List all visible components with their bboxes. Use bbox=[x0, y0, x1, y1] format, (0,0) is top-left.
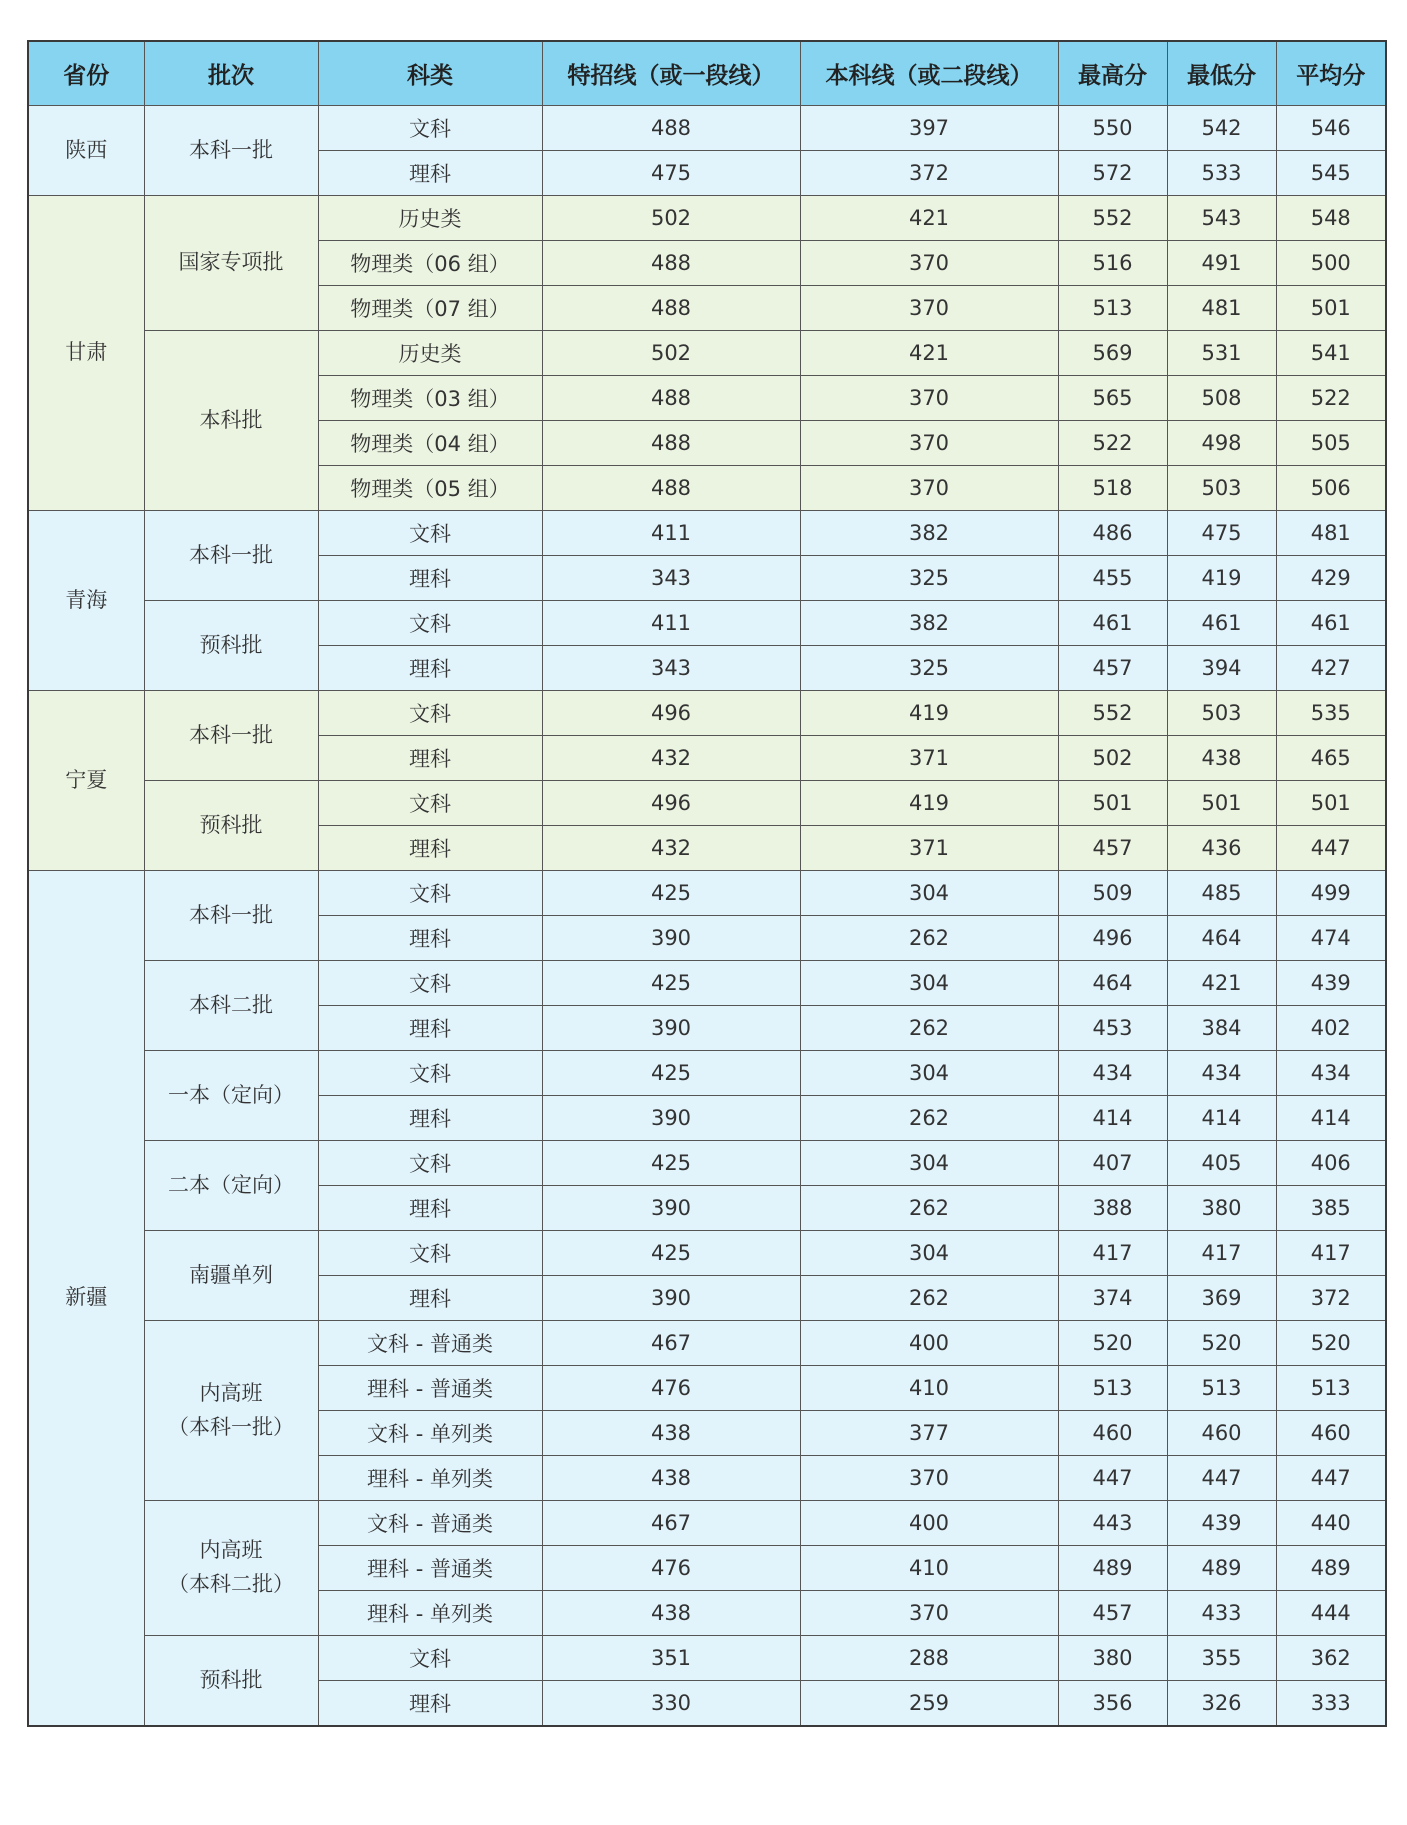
avg-score-cell: 500 bbox=[1276, 241, 1386, 286]
min-score-cell: 394 bbox=[1167, 646, 1276, 691]
category-cell: 文科 bbox=[318, 871, 542, 916]
undergrad-line-cell: 304 bbox=[800, 961, 1058, 1006]
min-score-cell: 475 bbox=[1167, 511, 1276, 556]
table-row bbox=[28, 1501, 1386, 1546]
category-cell: 理科 bbox=[318, 826, 542, 871]
special-line-cell: 425 bbox=[542, 1051, 800, 1096]
avg-score-cell: 427 bbox=[1276, 646, 1386, 691]
special-line-cell: 488 bbox=[542, 106, 800, 151]
avg-score-cell: 440 bbox=[1276, 1501, 1386, 1546]
min-score-cell: 414 bbox=[1167, 1096, 1276, 1141]
special-line-cell: 476 bbox=[542, 1366, 800, 1411]
batch-cell: 本科批 bbox=[144, 331, 318, 511]
undergrad-line-cell: 262 bbox=[800, 1276, 1058, 1321]
min-score-cell: 543 bbox=[1167, 196, 1276, 241]
header-undergrad-line: 本科线（或二段线） bbox=[800, 41, 1058, 106]
undergrad-line-cell: 397 bbox=[800, 106, 1058, 151]
special-line-cell: 488 bbox=[542, 376, 800, 421]
min-score-cell: 498 bbox=[1167, 421, 1276, 466]
avg-score-cell: 447 bbox=[1276, 826, 1386, 871]
min-score-cell: 503 bbox=[1167, 691, 1276, 736]
min-score-cell: 421 bbox=[1167, 961, 1276, 1006]
avg-score-cell: 417 bbox=[1276, 1231, 1386, 1276]
max-score-cell: 417 bbox=[1058, 1231, 1167, 1276]
category-cell: 文科 bbox=[318, 601, 542, 646]
undergrad-line-cell: 419 bbox=[800, 691, 1058, 736]
category-cell: 理科 - 单列类 bbox=[318, 1456, 542, 1501]
avg-score-cell: 489 bbox=[1276, 1546, 1386, 1591]
undergrad-line-cell: 259 bbox=[800, 1681, 1058, 1727]
batch-cell: 本科一批 bbox=[144, 871, 318, 961]
batch-cell: 南疆单列 bbox=[144, 1231, 318, 1321]
province-cell: 宁夏 bbox=[28, 691, 144, 871]
max-score-cell: 518 bbox=[1058, 466, 1167, 511]
min-score-cell: 384 bbox=[1167, 1006, 1276, 1051]
avg-score-cell: 541 bbox=[1276, 331, 1386, 376]
undergrad-line-cell: 377 bbox=[800, 1411, 1058, 1456]
special-line-cell: 425 bbox=[542, 871, 800, 916]
min-score-cell: 355 bbox=[1167, 1636, 1276, 1681]
undergrad-line-cell: 371 bbox=[800, 736, 1058, 781]
min-score-cell: 326 bbox=[1167, 1681, 1276, 1727]
undergrad-line-cell: 410 bbox=[800, 1546, 1058, 1591]
min-score-cell: 520 bbox=[1167, 1321, 1276, 1366]
undergrad-line-cell: 371 bbox=[800, 826, 1058, 871]
category-cell: 理科 - 普通类 bbox=[318, 1546, 542, 1591]
special-line-cell: 425 bbox=[542, 1141, 800, 1186]
special-line-cell: 330 bbox=[542, 1681, 800, 1727]
max-score-cell: 443 bbox=[1058, 1501, 1167, 1546]
batch-cell: 国家专项批 bbox=[144, 196, 318, 331]
avg-score-cell: 414 bbox=[1276, 1096, 1386, 1141]
category-cell: 文科 bbox=[318, 1141, 542, 1186]
batch-cell: 内高班 （本科二批） bbox=[144, 1501, 318, 1636]
header-special-line: 特招线（或一段线） bbox=[542, 41, 800, 106]
undergrad-line-cell: 262 bbox=[800, 1186, 1058, 1231]
avg-score-cell: 402 bbox=[1276, 1006, 1386, 1051]
max-score-cell: 374 bbox=[1058, 1276, 1167, 1321]
max-score-cell: 516 bbox=[1058, 241, 1167, 286]
special-line-cell: 488 bbox=[542, 286, 800, 331]
min-score-cell: 433 bbox=[1167, 1591, 1276, 1636]
admission-score-table bbox=[27, 40, 1387, 1727]
category-cell: 理科 bbox=[318, 736, 542, 781]
batch-cell: 内高班 （本科一批） bbox=[144, 1321, 318, 1501]
undergrad-line-cell: 262 bbox=[800, 916, 1058, 961]
category-cell: 文科 bbox=[318, 106, 542, 151]
min-score-cell: 542 bbox=[1167, 106, 1276, 151]
avg-score-cell: 406 bbox=[1276, 1141, 1386, 1186]
header-province: 省份 bbox=[28, 41, 144, 106]
max-score-cell: 552 bbox=[1058, 691, 1167, 736]
province-cell: 陕西 bbox=[28, 106, 144, 196]
avg-score-cell: 460 bbox=[1276, 1411, 1386, 1456]
undergrad-line-cell: 370 bbox=[800, 376, 1058, 421]
max-score-cell: 414 bbox=[1058, 1096, 1167, 1141]
table-row bbox=[28, 871, 1386, 916]
max-score-cell: 501 bbox=[1058, 781, 1167, 826]
max-score-cell: 388 bbox=[1058, 1186, 1167, 1231]
special-line-cell: 425 bbox=[542, 1231, 800, 1276]
max-score-cell: 434 bbox=[1058, 1051, 1167, 1096]
table-row bbox=[28, 1636, 1386, 1681]
batch-cell: 预科批 bbox=[144, 781, 318, 871]
table-row bbox=[28, 601, 1386, 646]
avg-score-cell: 444 bbox=[1276, 1591, 1386, 1636]
avg-score-cell: 548 bbox=[1276, 196, 1386, 241]
header-row bbox=[28, 41, 1386, 106]
max-score-cell: 522 bbox=[1058, 421, 1167, 466]
min-score-cell: 380 bbox=[1167, 1186, 1276, 1231]
undergrad-line-cell: 370 bbox=[800, 421, 1058, 466]
avg-score-cell: 522 bbox=[1276, 376, 1386, 421]
table-row bbox=[28, 961, 1386, 1006]
undergrad-line-cell: 262 bbox=[800, 1006, 1058, 1051]
category-cell: 文科 bbox=[318, 781, 542, 826]
category-cell: 文科 bbox=[318, 691, 542, 736]
header-max-score: 最高分 bbox=[1058, 41, 1167, 106]
max-score-cell: 460 bbox=[1058, 1411, 1167, 1456]
avg-score-cell: 546 bbox=[1276, 106, 1386, 151]
province-cell: 甘肃 bbox=[28, 196, 144, 511]
avg-score-cell: 434 bbox=[1276, 1051, 1386, 1096]
special-line-cell: 351 bbox=[542, 1636, 800, 1681]
category-cell: 物理类（06 组） bbox=[318, 241, 542, 286]
undergrad-line-cell: 421 bbox=[800, 331, 1058, 376]
max-score-cell: 550 bbox=[1058, 106, 1167, 151]
table-row bbox=[28, 781, 1386, 826]
min-score-cell: 447 bbox=[1167, 1456, 1276, 1501]
special-line-cell: 438 bbox=[542, 1591, 800, 1636]
category-cell: 理科 bbox=[318, 1096, 542, 1141]
undergrad-line-cell: 262 bbox=[800, 1096, 1058, 1141]
min-score-cell: 489 bbox=[1167, 1546, 1276, 1591]
undergrad-line-cell: 382 bbox=[800, 601, 1058, 646]
special-line-cell: 343 bbox=[542, 556, 800, 601]
special-line-cell: 390 bbox=[542, 1186, 800, 1231]
avg-score-cell: 506 bbox=[1276, 466, 1386, 511]
max-score-cell: 569 bbox=[1058, 331, 1167, 376]
min-score-cell: 533 bbox=[1167, 151, 1276, 196]
undergrad-line-cell: 304 bbox=[800, 871, 1058, 916]
special-line-cell: 476 bbox=[542, 1546, 800, 1591]
table-row bbox=[28, 1321, 1386, 1366]
special-line-cell: 343 bbox=[542, 646, 800, 691]
special-line-cell: 467 bbox=[542, 1501, 800, 1546]
special-line-cell: 390 bbox=[542, 916, 800, 961]
max-score-cell: 496 bbox=[1058, 916, 1167, 961]
undergrad-line-cell: 382 bbox=[800, 511, 1058, 556]
special-line-cell: 488 bbox=[542, 466, 800, 511]
special-line-cell: 432 bbox=[542, 736, 800, 781]
max-score-cell: 502 bbox=[1058, 736, 1167, 781]
min-score-cell: 481 bbox=[1167, 286, 1276, 331]
avg-score-cell: 474 bbox=[1276, 916, 1386, 961]
min-score-cell: 501 bbox=[1167, 781, 1276, 826]
special-line-cell: 502 bbox=[542, 196, 800, 241]
max-score-cell: 572 bbox=[1058, 151, 1167, 196]
undergrad-line-cell: 400 bbox=[800, 1321, 1058, 1366]
min-score-cell: 439 bbox=[1167, 1501, 1276, 1546]
special-line-cell: 390 bbox=[542, 1276, 800, 1321]
special-line-cell: 438 bbox=[542, 1456, 800, 1501]
max-score-cell: 457 bbox=[1058, 1591, 1167, 1636]
category-cell: 理科 bbox=[318, 1276, 542, 1321]
header-min-score: 最低分 bbox=[1167, 41, 1276, 106]
avg-score-cell: 499 bbox=[1276, 871, 1386, 916]
batch-cell: 本科一批 bbox=[144, 511, 318, 601]
table-row bbox=[28, 1141, 1386, 1186]
max-score-cell: 513 bbox=[1058, 1366, 1167, 1411]
category-cell: 物理类（07 组） bbox=[318, 286, 542, 331]
avg-score-cell: 465 bbox=[1276, 736, 1386, 781]
category-cell: 文科 - 普通类 bbox=[318, 1501, 542, 1546]
avg-score-cell: 501 bbox=[1276, 781, 1386, 826]
batch-cell: 一本（定向） bbox=[144, 1051, 318, 1141]
category-cell: 理科 bbox=[318, 1006, 542, 1051]
undergrad-line-cell: 288 bbox=[800, 1636, 1058, 1681]
avg-score-cell: 501 bbox=[1276, 286, 1386, 331]
max-score-cell: 356 bbox=[1058, 1681, 1167, 1727]
avg-score-cell: 385 bbox=[1276, 1186, 1386, 1231]
avg-score-cell: 513 bbox=[1276, 1366, 1386, 1411]
category-cell: 文科 bbox=[318, 1051, 542, 1096]
special-line-cell: 411 bbox=[542, 511, 800, 556]
max-score-cell: 455 bbox=[1058, 556, 1167, 601]
special-line-cell: 390 bbox=[542, 1006, 800, 1051]
province-cell: 新疆 bbox=[28, 871, 144, 1727]
table-row bbox=[28, 106, 1386, 151]
max-score-cell: 486 bbox=[1058, 511, 1167, 556]
max-score-cell: 489 bbox=[1058, 1546, 1167, 1591]
avg-score-cell: 481 bbox=[1276, 511, 1386, 556]
table-row bbox=[28, 1051, 1386, 1096]
undergrad-line-cell: 372 bbox=[800, 151, 1058, 196]
undergrad-line-cell: 304 bbox=[800, 1231, 1058, 1276]
header-batch: 批次 bbox=[144, 41, 318, 106]
min-score-cell: 491 bbox=[1167, 241, 1276, 286]
table-row bbox=[28, 331, 1386, 376]
batch-cell: 本科二批 bbox=[144, 961, 318, 1051]
avg-score-cell: 505 bbox=[1276, 421, 1386, 466]
avg-score-cell: 461 bbox=[1276, 601, 1386, 646]
max-score-cell: 457 bbox=[1058, 826, 1167, 871]
batch-cell: 预科批 bbox=[144, 1636, 318, 1727]
undergrad-line-cell: 370 bbox=[800, 286, 1058, 331]
category-cell: 理科 bbox=[318, 646, 542, 691]
header-avg-score: 平均分 bbox=[1276, 41, 1386, 106]
category-cell: 理科 bbox=[318, 556, 542, 601]
min-score-cell: 405 bbox=[1167, 1141, 1276, 1186]
province-cell: 青海 bbox=[28, 511, 144, 691]
special-line-cell: 425 bbox=[542, 961, 800, 1006]
undergrad-line-cell: 325 bbox=[800, 646, 1058, 691]
category-cell: 历史类 bbox=[318, 331, 542, 376]
category-cell: 文科 - 普通类 bbox=[318, 1321, 542, 1366]
table-row bbox=[28, 196, 1386, 241]
category-cell: 文科 bbox=[318, 511, 542, 556]
avg-score-cell: 362 bbox=[1276, 1636, 1386, 1681]
category-cell: 文科 - 单列类 bbox=[318, 1411, 542, 1456]
batch-cell: 本科一批 bbox=[144, 106, 318, 196]
category-cell: 物理类（05 组） bbox=[318, 466, 542, 511]
min-score-cell: 461 bbox=[1167, 601, 1276, 646]
max-score-cell: 565 bbox=[1058, 376, 1167, 421]
undergrad-line-cell: 370 bbox=[800, 466, 1058, 511]
undergrad-line-cell: 400 bbox=[800, 1501, 1058, 1546]
special-line-cell: 488 bbox=[542, 421, 800, 466]
special-line-cell: 488 bbox=[542, 241, 800, 286]
special-line-cell: 496 bbox=[542, 691, 800, 736]
special-line-cell: 432 bbox=[542, 826, 800, 871]
special-line-cell: 496 bbox=[542, 781, 800, 826]
category-cell: 物理类（03 组） bbox=[318, 376, 542, 421]
max-score-cell: 552 bbox=[1058, 196, 1167, 241]
min-score-cell: 503 bbox=[1167, 466, 1276, 511]
avg-score-cell: 429 bbox=[1276, 556, 1386, 601]
special-line-cell: 411 bbox=[542, 601, 800, 646]
undergrad-line-cell: 370 bbox=[800, 241, 1058, 286]
special-line-cell: 390 bbox=[542, 1096, 800, 1141]
category-cell: 理科 bbox=[318, 151, 542, 196]
min-score-cell: 369 bbox=[1167, 1276, 1276, 1321]
batch-cell: 本科一批 bbox=[144, 691, 318, 781]
table-row bbox=[28, 691, 1386, 736]
special-line-cell: 475 bbox=[542, 151, 800, 196]
max-score-cell: 509 bbox=[1058, 871, 1167, 916]
min-score-cell: 508 bbox=[1167, 376, 1276, 421]
table-row bbox=[28, 511, 1386, 556]
undergrad-line-cell: 421 bbox=[800, 196, 1058, 241]
avg-score-cell: 535 bbox=[1276, 691, 1386, 736]
table-body bbox=[28, 106, 1386, 1727]
special-line-cell: 438 bbox=[542, 1411, 800, 1456]
avg-score-cell: 333 bbox=[1276, 1681, 1386, 1727]
category-cell: 理科 bbox=[318, 1186, 542, 1231]
undergrad-line-cell: 304 bbox=[800, 1141, 1058, 1186]
max-score-cell: 457 bbox=[1058, 646, 1167, 691]
table-row bbox=[28, 1231, 1386, 1276]
special-line-cell: 502 bbox=[542, 331, 800, 376]
category-cell: 理科 bbox=[318, 1681, 542, 1727]
batch-cell: 二本（定向） bbox=[144, 1141, 318, 1231]
min-score-cell: 513 bbox=[1167, 1366, 1276, 1411]
max-score-cell: 380 bbox=[1058, 1636, 1167, 1681]
category-cell: 历史类 bbox=[318, 196, 542, 241]
min-score-cell: 434 bbox=[1167, 1051, 1276, 1096]
header-category: 科类 bbox=[318, 41, 542, 106]
min-score-cell: 417 bbox=[1167, 1231, 1276, 1276]
avg-score-cell: 372 bbox=[1276, 1276, 1386, 1321]
min-score-cell: 438 bbox=[1167, 736, 1276, 781]
batch-cell: 预科批 bbox=[144, 601, 318, 691]
avg-score-cell: 520 bbox=[1276, 1321, 1386, 1366]
undergrad-line-cell: 325 bbox=[800, 556, 1058, 601]
undergrad-line-cell: 370 bbox=[800, 1456, 1058, 1501]
table-header bbox=[28, 41, 1386, 106]
min-score-cell: 464 bbox=[1167, 916, 1276, 961]
special-line-cell: 467 bbox=[542, 1321, 800, 1366]
min-score-cell: 485 bbox=[1167, 871, 1276, 916]
category-cell: 物理类（04 组） bbox=[318, 421, 542, 466]
max-score-cell: 513 bbox=[1058, 286, 1167, 331]
category-cell: 理科 - 单列类 bbox=[318, 1591, 542, 1636]
avg-score-cell: 439 bbox=[1276, 961, 1386, 1006]
min-score-cell: 419 bbox=[1167, 556, 1276, 601]
max-score-cell: 520 bbox=[1058, 1321, 1167, 1366]
min-score-cell: 460 bbox=[1167, 1411, 1276, 1456]
category-cell: 文科 bbox=[318, 1231, 542, 1276]
avg-score-cell: 447 bbox=[1276, 1456, 1386, 1501]
max-score-cell: 464 bbox=[1058, 961, 1167, 1006]
min-score-cell: 531 bbox=[1167, 331, 1276, 376]
undergrad-line-cell: 410 bbox=[800, 1366, 1058, 1411]
category-cell: 理科 - 普通类 bbox=[318, 1366, 542, 1411]
undergrad-line-cell: 370 bbox=[800, 1591, 1058, 1636]
max-score-cell: 453 bbox=[1058, 1006, 1167, 1051]
min-score-cell: 436 bbox=[1167, 826, 1276, 871]
category-cell: 文科 bbox=[318, 1636, 542, 1681]
avg-score-cell: 545 bbox=[1276, 151, 1386, 196]
category-cell: 文科 bbox=[318, 961, 542, 1006]
max-score-cell: 447 bbox=[1058, 1456, 1167, 1501]
undergrad-line-cell: 419 bbox=[800, 781, 1058, 826]
max-score-cell: 407 bbox=[1058, 1141, 1167, 1186]
category-cell: 理科 bbox=[318, 916, 542, 961]
undergrad-line-cell: 304 bbox=[800, 1051, 1058, 1096]
max-score-cell: 461 bbox=[1058, 601, 1167, 646]
